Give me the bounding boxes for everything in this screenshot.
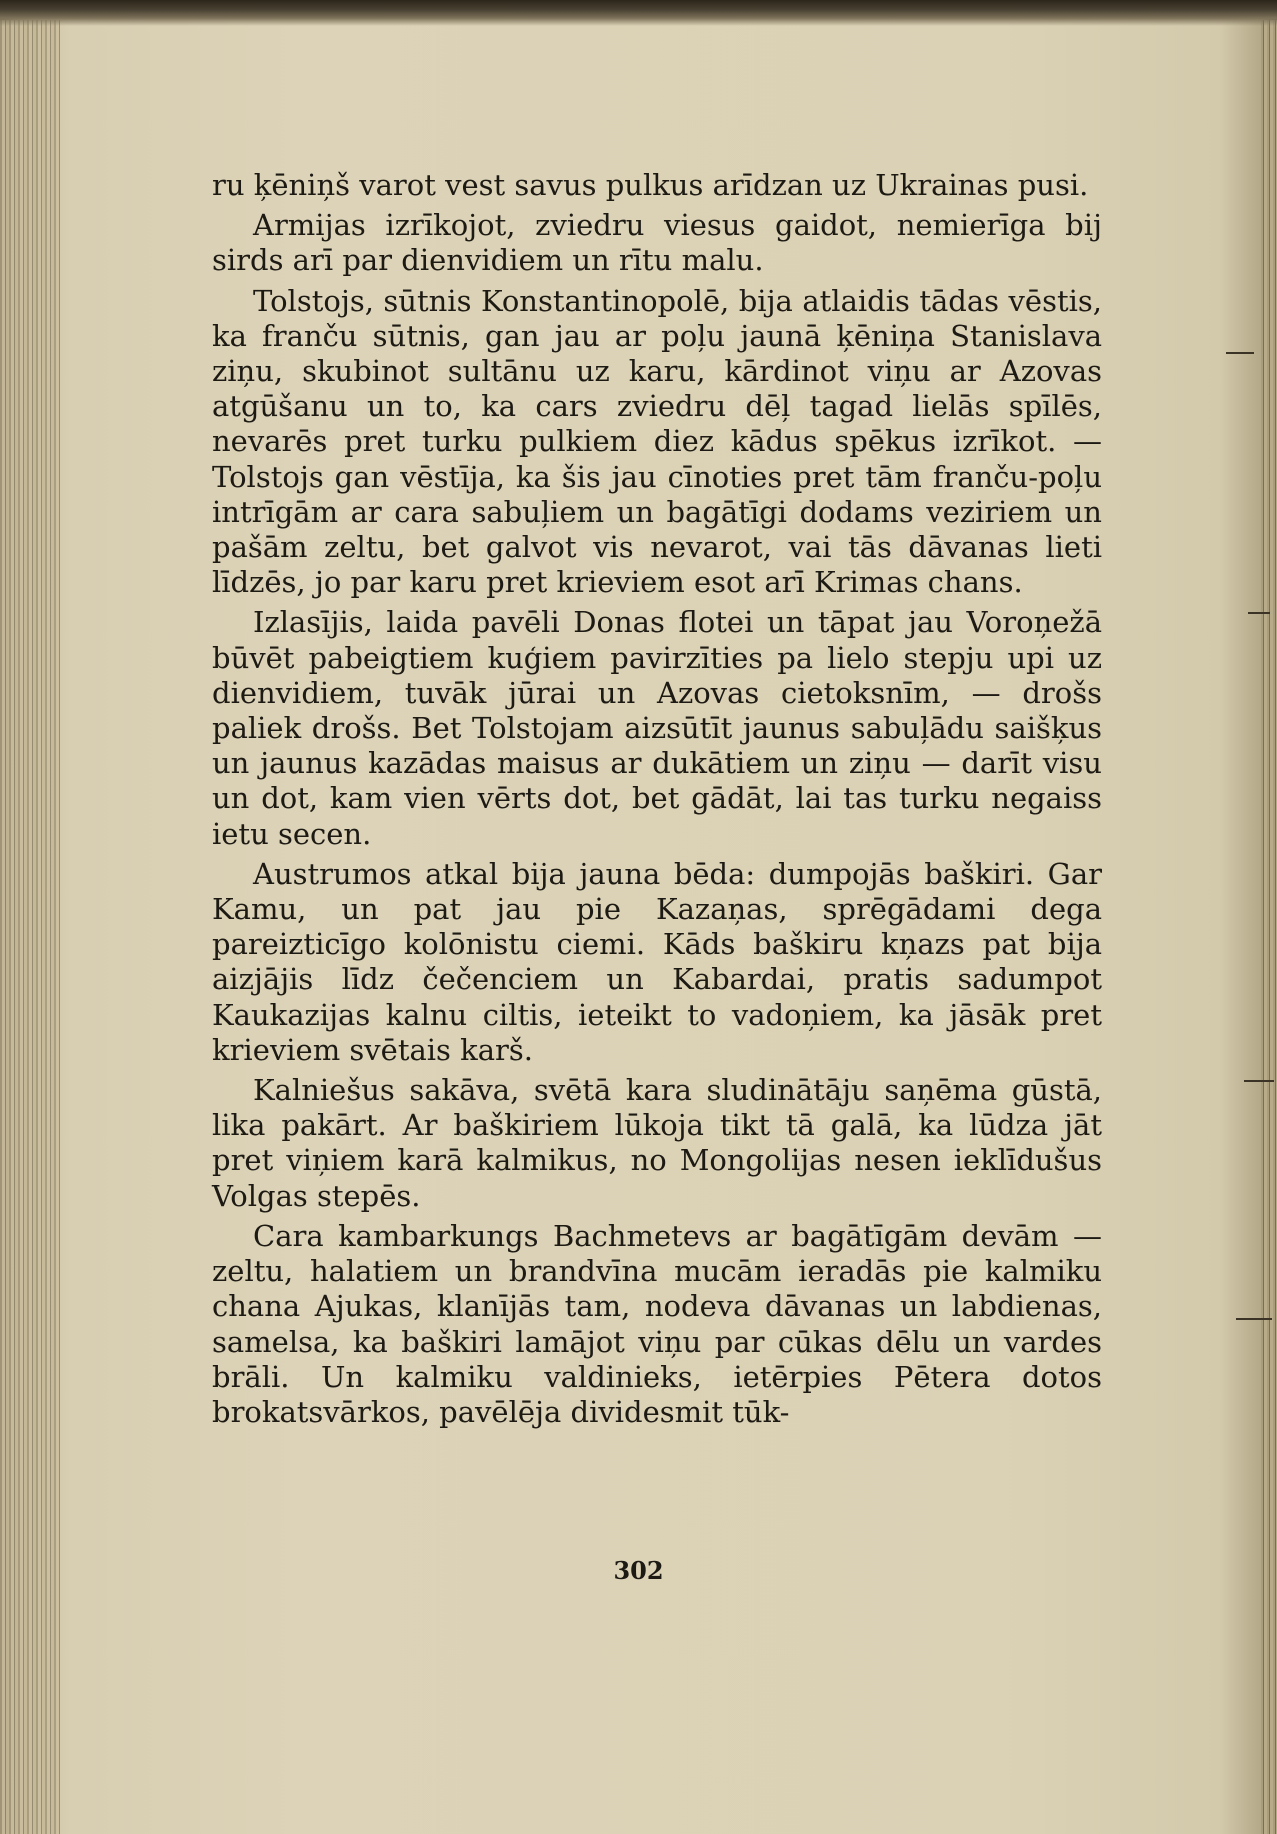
margin-tick-mark	[1226, 352, 1254, 354]
book-top-edge	[0, 0, 1277, 26]
paragraph: Izlasījis, laida pavēli Donas flotei un tāpat jau Voroņežā būvēt pabeigtiem kuģiem pavirzīties pa lielo stepju upi uz dienvidiem, tuvāk jūrai un Azovas cietoksnīm, — drošs paliek drošs. Bet Tolstojam aizsūtīt jaunus sabuļādu saišķus un jaunus kazādas maisus ar dukātiem un ziņu — darīt visu un dot, kam vien vērts dot, bet gādāt, lai tas turku negaiss ietu secen.	[212, 605, 1102, 851]
margin-tick-mark	[1248, 612, 1270, 614]
paragraph: Tolstojs, sūtnis Konstantinopolē, bija atlaidis tādas vēstis, ka franču sūtnis, gan jau ar poļu jaunā ķēniņa Stanislava ziņu, skubinot sultānu uz karu, kārdinot viņu ar Azovas atgūšanu un to, ka cars zviedru dēļ tagad lielās spīlēs, nevarēs pret turku pulkiem diez kādus spēkus izrīkot. — Tolstojs gan vēstīja, ka šis jau cīnoties pret tām franču-poļu intrīgām ar cara sabuļiem un bagātīgi dodams veziriem un pašām zeltu, bet galvot vis nevarot, vai tās dāvanas lieti līdzēs, jo par karu pret krieviem esot arī Krimas chans.	[212, 283, 1102, 600]
margin-tick-mark	[1244, 1080, 1274, 1082]
page-number: 302	[613, 1556, 664, 1585]
paragraph: ru ķēniņš varot vest savus pulkus arīdzan uz Ukrainas pusi.	[212, 168, 1089, 202]
paragraph: Armijas izrīkojot, zviedru viesus gaidot, nemierīga bij sirds arī par dienvidiem un rītu malu.	[212, 208, 1102, 278]
body-text	[212, 168, 1102, 1430]
paragraph: Kalniešus sakāva, svētā kara sludinātāju saņēma gūstā, lika pakārt. Ar baškiriem lūkoja tikt tā galā, ka lūdza jāt pret viņiem karā kalmikus, no Mongolijas nesen ieklīdušus Volgas stepēs.	[212, 1073, 1102, 1213]
paragraph: Cara kambarkungs Bachmetevs ar bagātīgām devām — zeltu, halatiem un brandvīna mucām ieradās pie kalmiku chana Ajukas, klanījās tam, nodeva dāvanas un labdienas, samelsa, ka baškiri lamājot viņu par cūkas dēlu un vardes brāli. Un kalmiku valdinieks, ietērpies Pētera dotos brokatsvārkos, pavēlēja dividesmit tūk-	[212, 1218, 1102, 1429]
margin-tick-mark	[1236, 1318, 1272, 1320]
paragraph: Austrumos atkal bija jauna bēda: dumpojās baškiri. Gar Kamu, un pat jau pie Kazaņas, sprēgādami dega pareizticīgo kolōnistu ciemi. Kāds baškiru kņazs pat bija aizjājis līdz čečenciem un Kabardai, pratis sadumpot Kaukazijas kalnu ciltis, ieteikt to vadoņiem, ka jāsāk pret krieviem svētais karš.	[212, 856, 1102, 1067]
